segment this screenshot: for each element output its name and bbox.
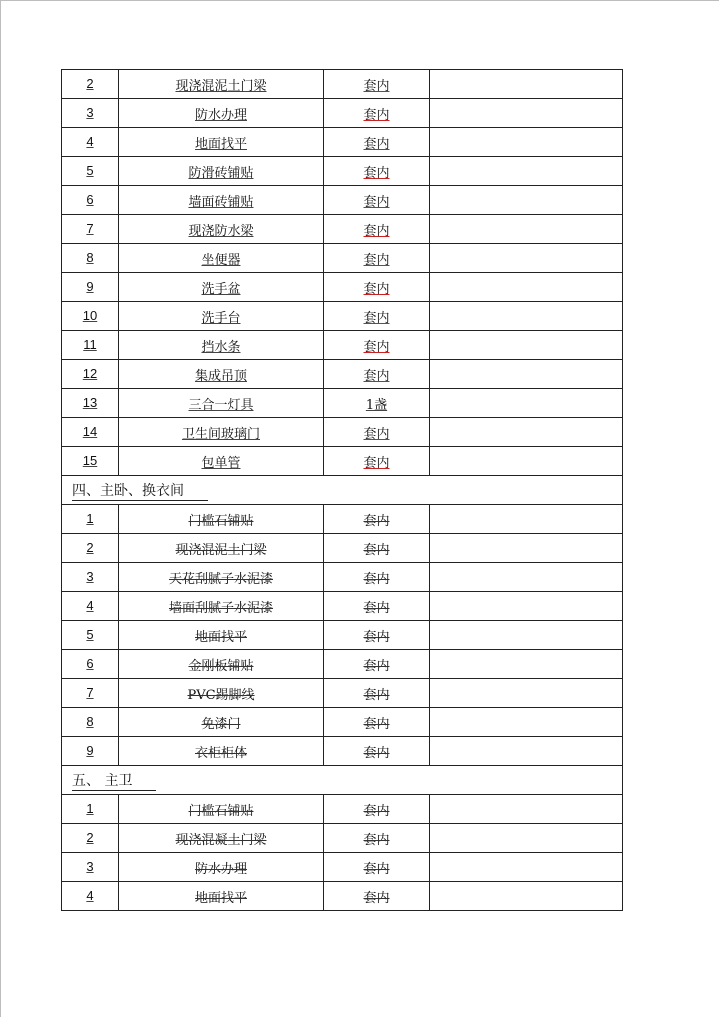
item-number-cell — [62, 882, 119, 911]
item-note-cell — [430, 534, 623, 563]
table-row — [62, 737, 623, 766]
item-number: 4 — [86, 134, 94, 149]
table-row — [62, 331, 623, 360]
item-number: 1 — [86, 801, 94, 816]
item-unit: 套内 — [363, 281, 390, 297]
item-note-cell — [430, 70, 623, 99]
section-title: 四、主卧、换衣间 — [72, 480, 208, 501]
item-unit: 套内 — [363, 426, 390, 442]
item-unit-cell — [324, 99, 430, 128]
item-note-cell — [430, 389, 623, 418]
item-number: 8 — [86, 250, 94, 265]
item-unit: 套内 — [363, 716, 390, 732]
table-row — [62, 99, 623, 128]
item-number: 3 — [86, 569, 94, 584]
item-note-cell — [430, 824, 623, 853]
table-row — [62, 244, 623, 273]
item-number: 9 — [86, 279, 94, 294]
item-name-cell — [119, 708, 324, 737]
item-name: 地面找平 — [194, 136, 247, 152]
table-row — [62, 273, 623, 302]
item-note-cell — [430, 418, 623, 447]
item-name: 现浇混泥土门梁 — [175, 78, 267, 94]
item-unit-cell — [324, 853, 430, 882]
item-name-cell — [119, 621, 324, 650]
item-number: 9 — [86, 743, 94, 758]
item-name-cell — [119, 99, 324, 128]
item-note-cell — [430, 679, 623, 708]
item-name-cell — [119, 360, 324, 389]
item-name-cell — [119, 302, 324, 331]
item-name-cell — [119, 447, 324, 476]
table-row — [62, 128, 623, 157]
section-header-row — [62, 476, 623, 505]
item-number: 7 — [86, 685, 94, 700]
item-note-cell — [430, 505, 623, 534]
item-name: 防水办理 — [194, 107, 247, 123]
item-name-cell — [119, 795, 324, 824]
item-number: 6 — [86, 192, 94, 207]
table-row — [62, 592, 623, 621]
item-number-cell — [62, 621, 119, 650]
item-name-cell — [119, 273, 324, 302]
item-name: 地面找平 — [194, 890, 247, 906]
item-note-cell — [430, 128, 623, 157]
item-note-cell — [430, 273, 623, 302]
item-name: 坐便器 — [201, 252, 241, 268]
item-name-cell — [119, 824, 324, 853]
item-number: 1 — [86, 511, 94, 526]
table-row — [62, 621, 623, 650]
item-name: 洗手盆 — [201, 281, 241, 297]
item-unit: 套内 — [363, 861, 390, 877]
item-note-cell — [430, 157, 623, 186]
item-name-cell — [119, 331, 324, 360]
item-name-cell — [119, 505, 324, 534]
item-number: 3 — [86, 105, 94, 120]
item-name-cell — [119, 679, 324, 708]
item-note-cell — [430, 244, 623, 273]
item-unit-cell — [324, 795, 430, 824]
item-name: 门槛石铺贴 — [188, 803, 254, 819]
item-number-cell — [62, 592, 119, 621]
item-number-cell — [62, 795, 119, 824]
item-number-cell — [62, 708, 119, 737]
item-number-cell — [62, 737, 119, 766]
item-unit: 套内 — [363, 890, 390, 906]
item-unit-cell — [324, 418, 430, 447]
item-unit: 套内 — [363, 542, 390, 558]
item-note-cell — [430, 708, 623, 737]
item-number: 11 — [83, 337, 97, 352]
item-unit: 套内 — [363, 165, 390, 181]
item-unit-cell — [324, 302, 430, 331]
table-row — [62, 650, 623, 679]
item-unit-cell — [324, 70, 430, 99]
item-unit-cell — [324, 186, 430, 215]
item-name: 防滑砖铺贴 — [188, 165, 254, 181]
item-number-cell — [62, 99, 119, 128]
item-number-cell — [62, 331, 119, 360]
item-name-cell — [119, 157, 324, 186]
item-unit-cell — [324, 679, 430, 708]
item-unit-cell — [324, 882, 430, 911]
item-name: 墙面砖铺贴 — [188, 194, 254, 210]
item-number-cell — [62, 128, 119, 157]
item-note-cell — [430, 737, 623, 766]
table-body — [62, 70, 623, 911]
item-number-cell — [62, 157, 119, 186]
item-name: PVC踢脚线 — [187, 687, 255, 703]
item-name: 挡水条 — [201, 339, 241, 355]
item-number-cell — [62, 244, 119, 273]
item-note-cell — [430, 186, 623, 215]
item-name: 集成吊顶 — [194, 368, 247, 384]
item-note-cell — [430, 795, 623, 824]
item-name-cell — [119, 534, 324, 563]
item-unit: 套内 — [363, 455, 390, 471]
table-row — [62, 505, 623, 534]
item-unit: 套内 — [363, 687, 390, 703]
item-name: 衣柜柜体 — [194, 745, 247, 761]
item-name: 现浇混泥土门梁 — [175, 542, 267, 558]
item-unit: 套内 — [363, 658, 390, 674]
item-unit-cell — [324, 650, 430, 679]
item-unit-cell — [324, 621, 430, 650]
item-unit-cell — [324, 505, 430, 534]
item-unit: 套内 — [363, 745, 390, 761]
item-name-cell — [119, 215, 324, 244]
item-name: 洗手台 — [201, 310, 241, 326]
item-number: 8 — [86, 714, 94, 729]
item-number-cell — [62, 650, 119, 679]
item-number-cell — [62, 389, 119, 418]
item-unit: 套内 — [363, 339, 390, 355]
table-row — [62, 882, 623, 911]
section-header-row — [62, 766, 623, 795]
item-name: 现浇混凝土门梁 — [175, 832, 267, 848]
item-unit: 套内 — [363, 194, 390, 210]
item-unit-cell — [324, 360, 430, 389]
item-unit: 套内 — [363, 513, 390, 529]
item-number-cell — [62, 70, 119, 99]
item-unit: 套内 — [363, 310, 390, 326]
item-unit: 套内 — [363, 571, 390, 587]
item-note-cell — [430, 592, 623, 621]
item-note-cell — [430, 215, 623, 244]
item-unit-cell — [324, 389, 430, 418]
item-number: 12 — [82, 366, 98, 381]
table-row — [62, 70, 623, 99]
item-number: 2 — [86, 76, 94, 91]
item-number-cell — [62, 679, 119, 708]
item-name: 免漆门 — [201, 716, 241, 732]
item-unit-cell — [324, 244, 430, 273]
table-row — [62, 563, 623, 592]
item-unit: 套内 — [363, 107, 390, 123]
item-note-cell — [430, 99, 623, 128]
item-note-cell — [430, 302, 623, 331]
item-unit-cell — [324, 331, 430, 360]
item-name: 卫生间玻璃门 — [181, 426, 260, 442]
table-row — [62, 534, 623, 563]
item-number-cell — [62, 563, 119, 592]
item-name-cell — [119, 650, 324, 679]
quotation-table — [61, 69, 623, 911]
item-name-cell — [119, 186, 324, 215]
item-unit-cell — [324, 128, 430, 157]
item-unit-cell — [324, 157, 430, 186]
item-name-cell — [119, 853, 324, 882]
item-unit: 套内 — [363, 252, 390, 268]
item-number-cell — [62, 534, 119, 563]
item-number-cell — [62, 447, 119, 476]
item-unit-cell — [324, 737, 430, 766]
item-number-cell — [62, 215, 119, 244]
item-number-cell — [62, 302, 119, 331]
item-note-cell — [430, 650, 623, 679]
item-unit: 套内 — [363, 78, 390, 94]
item-name: 墙面刮腻子水泥漆 — [168, 600, 273, 616]
item-number-cell — [62, 360, 119, 389]
item-note-cell — [430, 331, 623, 360]
item-number: 7 — [86, 221, 94, 236]
item-name-cell — [119, 592, 324, 621]
section-header — [62, 476, 623, 505]
item-unit: 套内 — [363, 368, 390, 384]
item-note-cell — [430, 447, 623, 476]
item-number: 5 — [86, 163, 94, 178]
table-row — [62, 824, 623, 853]
item-name: 包单管 — [201, 455, 241, 471]
item-unit-cell — [324, 534, 430, 563]
item-number: 5 — [86, 627, 94, 642]
item-name: 金刚板铺贴 — [188, 658, 254, 674]
item-number-cell — [62, 853, 119, 882]
item-number: 13 — [82, 395, 98, 410]
item-name: 防水办理 — [194, 861, 247, 877]
table-row — [62, 360, 623, 389]
item-name-cell — [119, 563, 324, 592]
table-row — [62, 215, 623, 244]
table-row — [62, 418, 623, 447]
table-row — [62, 157, 623, 186]
item-note-cell — [430, 360, 623, 389]
item-number: 2 — [86, 540, 94, 555]
item-note-cell — [430, 853, 623, 882]
item-name: 门槛石铺贴 — [188, 513, 254, 529]
item-name-cell — [119, 244, 324, 273]
item-name-cell — [119, 70, 324, 99]
item-name: 天花刮腻子水泥漆 — [168, 571, 273, 587]
table-row — [62, 853, 623, 882]
item-name: 地面找平 — [194, 629, 247, 645]
item-number: 6 — [86, 656, 94, 671]
item-unit-cell — [324, 447, 430, 476]
item-number: 14 — [82, 424, 98, 439]
item-number-cell — [62, 273, 119, 302]
item-note-cell — [430, 621, 623, 650]
item-unit-cell — [324, 824, 430, 853]
item-note-cell — [430, 563, 623, 592]
item-name-cell — [119, 737, 324, 766]
item-name-cell — [119, 882, 324, 911]
item-number-cell — [62, 186, 119, 215]
item-unit-cell — [324, 563, 430, 592]
item-number: 4 — [86, 888, 94, 903]
item-unit-cell — [324, 273, 430, 302]
item-number-cell — [62, 418, 119, 447]
item-name-cell — [119, 128, 324, 157]
table-row — [62, 389, 623, 418]
table-row — [62, 302, 623, 331]
item-number: 4 — [86, 598, 94, 613]
item-unit: 套内 — [363, 629, 390, 645]
item-unit: 套内 — [363, 832, 390, 848]
item-number-cell — [62, 824, 119, 853]
item-number: 3 — [86, 859, 94, 874]
section-title: 五、 主卫 — [72, 770, 156, 791]
table-row — [62, 795, 623, 824]
table-row — [62, 708, 623, 737]
item-unit: 套内 — [363, 136, 390, 152]
table-row — [62, 186, 623, 215]
item-number: 10 — [82, 308, 98, 323]
item-unit-cell — [324, 708, 430, 737]
item-name-cell — [119, 389, 324, 418]
item-note-cell — [430, 882, 623, 911]
item-name: 三合一灯具 — [188, 397, 254, 413]
item-number-cell — [62, 505, 119, 534]
item-name: 现浇防水梁 — [188, 223, 254, 239]
section-header — [62, 766, 623, 795]
item-number: 15 — [82, 453, 98, 468]
table-row — [62, 447, 623, 476]
item-unit-cell — [324, 215, 430, 244]
item-name-cell — [119, 418, 324, 447]
item-unit: 套内 — [363, 223, 390, 239]
item-unit: 1盏 — [365, 397, 388, 413]
item-unit: 套内 — [363, 803, 390, 819]
item-unit: 套内 — [363, 600, 390, 616]
item-unit-cell — [324, 592, 430, 621]
table-row — [62, 679, 623, 708]
item-number: 2 — [86, 830, 94, 845]
